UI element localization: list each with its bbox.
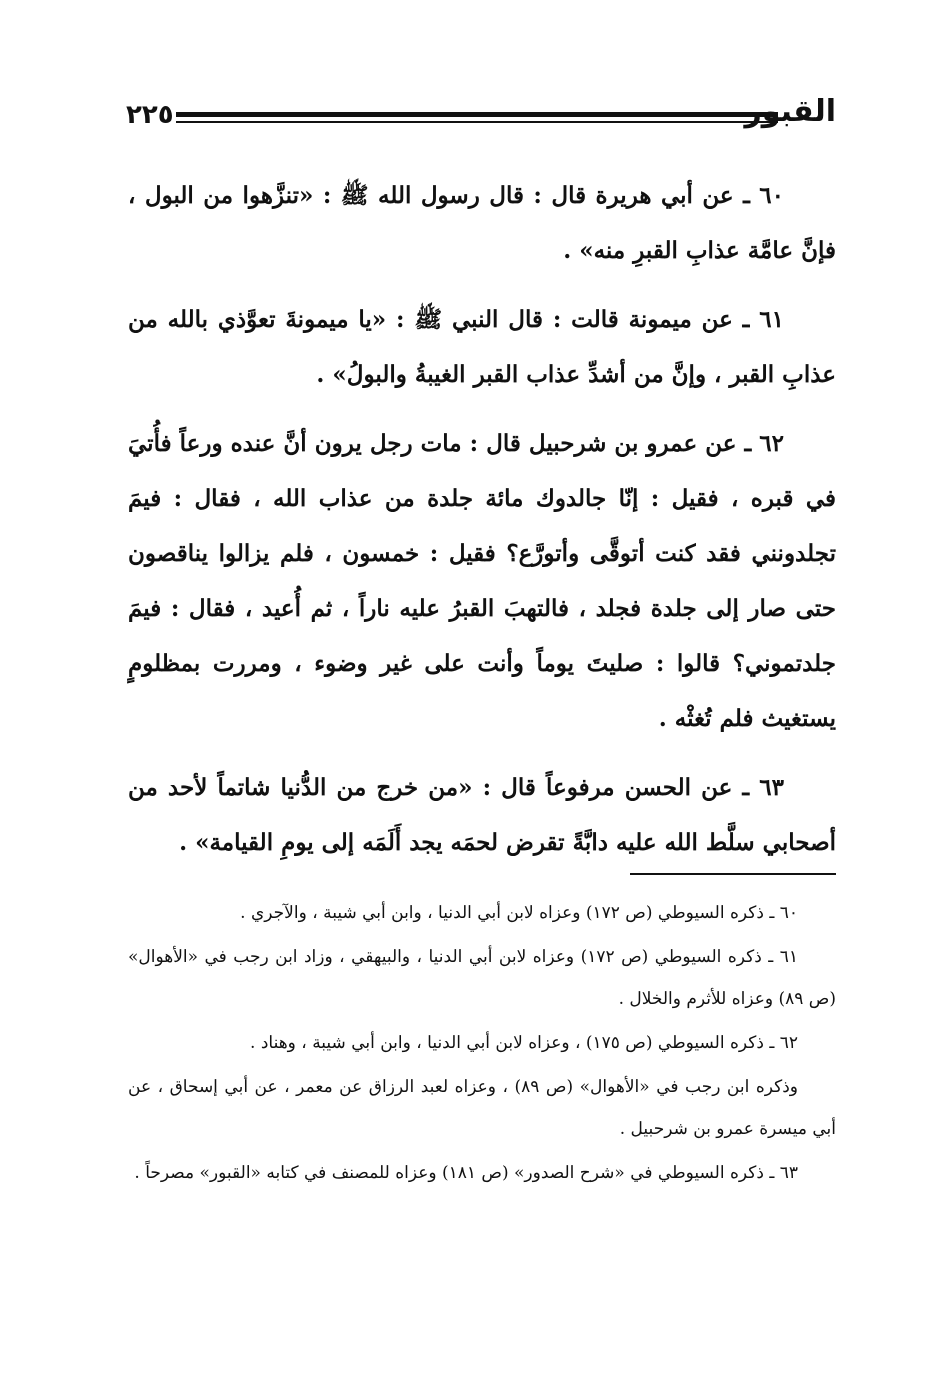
hadith-entry-61: ٦١ ـ عن ميمونة قالت : قال النبي ﷺ : «يا ميمونةَ تعوَّذي بالله من عذابِ القبر ، وإنَّ من أشدِّ عذاب القبر الغيبةُ والبولُ» . [128,306,836,388]
header-rule [176,112,778,123]
footnote-60: ٦٠ ـ ذكره السيوطي (ص ١٧٢) وعزاه لابن أبي الدنيا ، وابن أبي شيبة ، والآجري . [240,903,798,923]
page-header [126,92,836,142]
running-title: القبور [744,94,836,129]
footnotes [128,892,836,1196]
page-number: ٢٢٥ [126,100,174,130]
hadith-entry-62: ٦٢ ـ عن عمرو بن شرحبيل قال : مات رجل يرون أنَّ عنده ورعاً فأُتيَ في قبره ، فقيل : إنّا جالدوك مائة جلدة من عذاب الله ، فقال : فيمَ تجلدونني فقد كنت أتوقَّى وأتورَّع؟ فقيل : خمسون ، فلم يزالوا يناقصون حتى صار إلى جلدة فجلد ، فالتهبَ القبرُ عليه ناراً ، ثم أُعيد ، فقال : فيمَ جلدتموني؟ قالوا : صليتَ يوماً وأنت على غير وضوء ، ومررت بمظلومٍ يستغيث فلم تُغثْه . [128,430,836,732]
footnote-61: ٦١ ـ ذكره السيوطي (ص ١٧٢) وعزاه لابن أبي الدنيا ، والبيهقي ، وزاد ابن رجب في «الأهوال» (ص ٨٩) وعزاه للأثرم والخلال . [128,947,836,1009]
hadith-entry-63: ٦٣ ـ عن الحسن مرفوعاً قال : «من خرج من الدُّنيا شاتماً لأحد من أصحابي سلَّط الله عليه دابَّةً تقرض لحمَه يجد أَلَمَه إلى يومِ القيامة» . [128,774,836,856]
footnote-divider [630,873,836,875]
footnote-63: ٦٣ ـ ذكره السيوطي في «شرح الصدور» (ص ١٨١) وعزاه للمصنف في كتابه «القبور» مصرحاً . [134,1163,798,1183]
footnote-62: ٦٢ ـ ذكره السيوطي (ص ١٧٥) ، وعزاه لابن أبي الدنيا ، وابن أبي شيبة ، وهناد . [250,1033,798,1053]
main-text [128,168,836,884]
hadith-entry-60: ٦٠ ـ عن أبي هريرة قال : قال رسول الله ﷺ : «تنزَّهوا من البول ، فإنَّ عامَّة عذابِ القبرِ منه» . [128,182,836,264]
footnote-62-continued: وذكره ابن رجب في «الأهوال» (ص ٨٩) ، وعزاه لعبد الرزاق عن معمر ، عن أبي إسحاق ، عن أبي ميسرة عمرو بن شرحبيل . [128,1077,836,1139]
